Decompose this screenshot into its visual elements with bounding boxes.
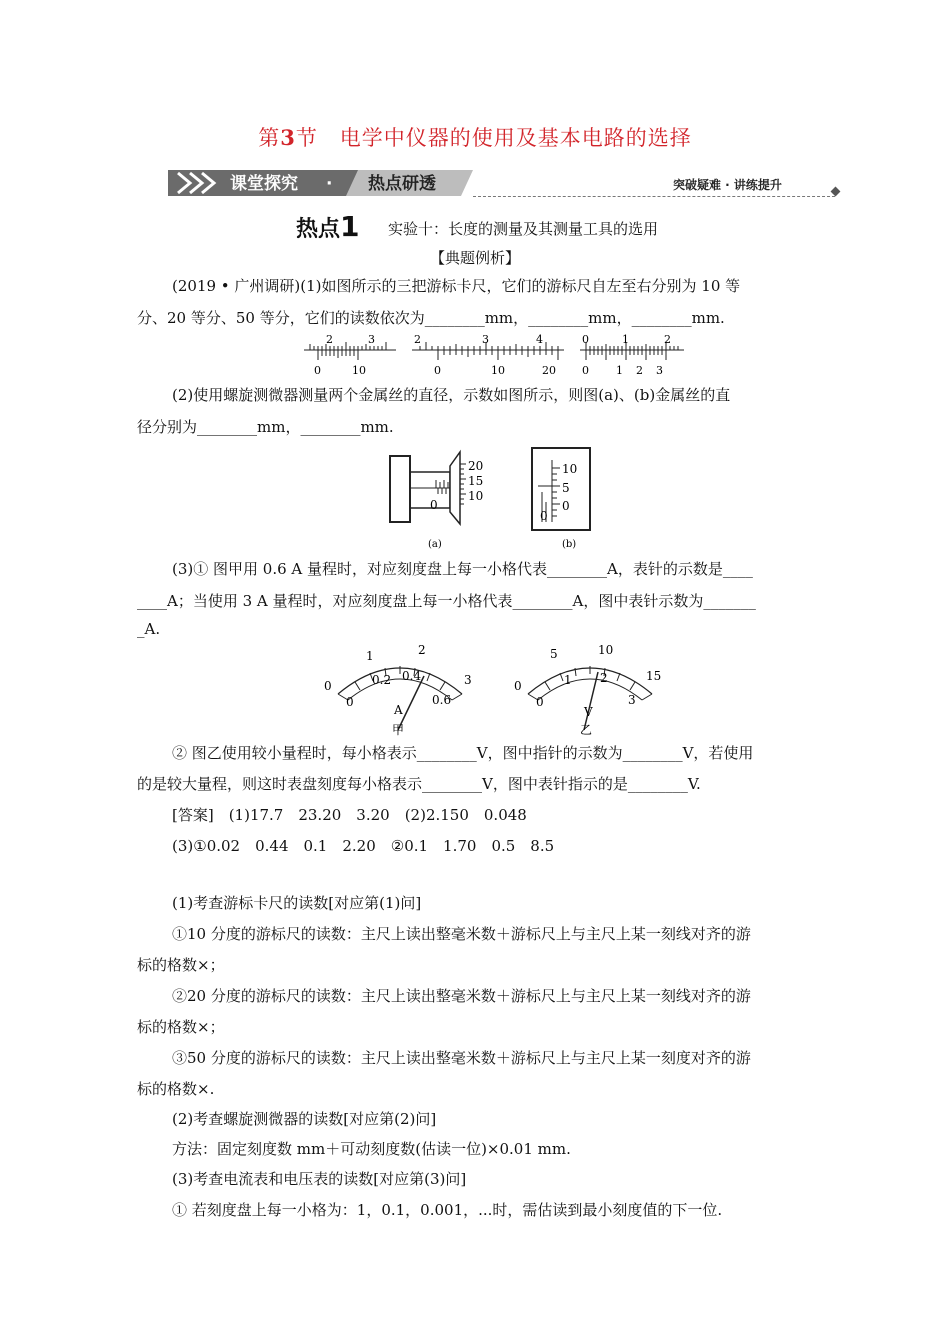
banner-divider (473, 196, 835, 197)
caliper1-main-3: 3 (368, 334, 375, 346)
micrometer-b (522, 446, 602, 554)
voltmeter-caption: 乙 (580, 723, 593, 737)
ammeter-outer-0: 0 (324, 679, 332, 693)
voltmeter-figure (510, 642, 670, 742)
voltmeter-outer-0: 0 (514, 679, 522, 693)
answer-line1: [答案] (1)17.7 23.20 3.20 (2)2.150 0.048 (172, 806, 527, 824)
answer-line2: (3)①0.02 0.44 0.1 2.20 ②0.1 1.70 0.5 8.5 (172, 837, 555, 855)
note-5: 标的格数×； (137, 1018, 225, 1036)
micro-a-caption: (a) (428, 539, 442, 550)
micro-a-main-0: 0 (430, 498, 438, 512)
caliper3-vernier-0: 0 (582, 364, 589, 377)
title-text: 节 电学中仪器的使用及基本电路的选择 (295, 126, 692, 150)
caliper2-main-2: 2 (414, 334, 421, 346)
micro-b-main-0: 0 (540, 509, 548, 523)
note-10: (3)考查电流表和电压表的读数[对应第(3)问] (172, 1170, 467, 1188)
q3-line1: (3)① 图甲用 0.6 A 量程时，对应刻度盘上每一小格代表________A，表针的示数是____ (172, 560, 753, 578)
voltmeter-outer-5: 5 (550, 647, 558, 661)
caliper2-vernier-20: 20 (542, 364, 556, 377)
caliper-figure-3 (578, 334, 688, 384)
hotspot-label: 热点 (296, 217, 341, 242)
ammeter-caption: 甲 (392, 723, 405, 737)
title-prefix: 第 (258, 126, 281, 150)
note-1: (1)考查游标卡尺的读数[对应第(1)问] (172, 894, 422, 912)
banner-dot: · (326, 174, 333, 194)
note-7: 标的格数×. (137, 1080, 215, 1098)
micro-a-label-10: 10 (468, 489, 484, 503)
note-2: ①10 分度的游标尺的读数：主尺上读出整毫米数＋游标尺上与主尺上某一刻线对齐的游 (172, 925, 751, 943)
ammeter-figure (320, 642, 480, 742)
banner-left-text: 课堂探究 (230, 174, 298, 194)
caliper3-vernier-1: 1 (616, 364, 623, 377)
caliper1-main-2: 2 (326, 334, 333, 346)
hotspot-number: 1 (340, 210, 360, 243)
diamond-icon (831, 187, 841, 197)
caliper1-vernier-0: 0 (314, 364, 321, 377)
ammeter-outer-3: 3 (464, 673, 472, 687)
ammeter-inner-06: 0.6 (432, 693, 452, 707)
caliper2-main-4: 4 (536, 334, 543, 346)
ammeter-inner-04: 0.4 (402, 669, 422, 683)
caliper-figure-2 (408, 334, 568, 384)
voltmeter-inner-3: 3 (628, 693, 636, 707)
micro-b-label-0: 0 (562, 499, 570, 513)
voltmeter-inner-1: 1 (564, 673, 572, 687)
q3-line3: _A. (137, 620, 161, 638)
hotspot-subtitle: 实验十：长度的测量及其测量工具的选用 (388, 220, 659, 238)
q1-line2: 分、20 等分、50 等分，它们的读数依次为________mm，________mm，________mm. (137, 309, 725, 327)
caliper3-vernier-2: 2 (636, 364, 643, 377)
q4-line1: ② 图乙使用较小量程时，每小格表示________V，图中指针的示数为________V，若使用 (172, 744, 754, 762)
voltmeter-unit: V (584, 705, 593, 719)
page-title (0, 122, 950, 152)
section-label: 【典题例析】 (429, 249, 520, 267)
note-6: ③50 分度的游标尺的读数：主尺上读出整毫米数＋游标尺上与主尺上某一刻度对齐的游 (172, 1049, 751, 1067)
q2-line2: 径分别为________mm，________mm. (137, 418, 394, 436)
caliper2-vernier-10: 10 (491, 364, 505, 377)
hotspot-heading (296, 210, 360, 243)
micro-a-label-20: 20 (468, 459, 484, 473)
micro-a-label-15: 15 (468, 474, 484, 488)
note-4: ②20 分度的游标尺的读数：主尺上读出整毫米数＋游标尺上与主尺上某一刻线对齐的游 (172, 987, 751, 1005)
banner-tag: 突破疑难 · 讲练提升 (673, 178, 782, 192)
caliper3-vernier-3: 3 (656, 364, 663, 377)
caliper3-main-1: 1 (622, 334, 629, 346)
title-number: 3 (280, 125, 296, 150)
micro-b-label-10: 10 (562, 462, 578, 476)
banner-right-text: 热点研透 (368, 174, 436, 194)
q1-line1: (2019 • 广州调研)(1)如图所示的三把游标卡尺，它们的游标尺自左至右分别为 10 等 (172, 277, 741, 295)
micro-b-caption: (b) (562, 539, 577, 550)
ammeter-inner-02: 0.2 (372, 673, 392, 687)
voltmeter-inner-2: 2 (600, 671, 608, 685)
q4-line2: 的是较大量程，则这时表盘刻度每小格表示________V，图中表针指示的是________V. (137, 775, 701, 793)
caliper3-main-0: 0 (582, 334, 589, 346)
q3-line2: ____A；当使用 3 A 量程时，对应刻度盘上每一小格代表________A，图中表针示数为_______ (137, 592, 756, 610)
note-3: 标的格数×； (137, 956, 225, 974)
voltmeter-outer-15: 15 (646, 669, 662, 683)
ammeter-outer-1: 1 (366, 649, 374, 663)
note-9: 方法：固定刻度数 mm＋可动刻度数(估读一位)×0.01 mm. (172, 1140, 571, 1158)
caliper-figure-1 (300, 334, 400, 384)
ammeter-outer-2: 2 (418, 643, 426, 657)
micro-b-label-5: 5 (562, 481, 570, 495)
micrometer-a (388, 446, 498, 554)
ammeter-inner-0: 0 (346, 695, 354, 709)
q2-line1: (2)使用螺旋测微器测量两个金属丝的直径，示数如图所示，则图(a)、(b)金属丝的直 (172, 386, 731, 404)
note-11: ① 若刻度盘上每一小格为：1，0.1，0.001，...时，需估读到最小刻度值的下一位. (172, 1201, 723, 1219)
caliper1-vernier-10: 10 (352, 364, 366, 377)
caliper3-main-2: 2 (664, 334, 671, 346)
ammeter-unit: A (394, 703, 403, 717)
note-8: (2)考查螺旋测微器的读数[对应第(2)问] (172, 1110, 437, 1128)
caliper2-main-3: 3 (482, 334, 489, 346)
section-banner (168, 170, 473, 196)
voltmeter-inner-0: 0 (536, 695, 544, 709)
voltmeter-outer-10: 10 (598, 643, 614, 657)
caliper2-vernier-0: 0 (434, 364, 441, 377)
